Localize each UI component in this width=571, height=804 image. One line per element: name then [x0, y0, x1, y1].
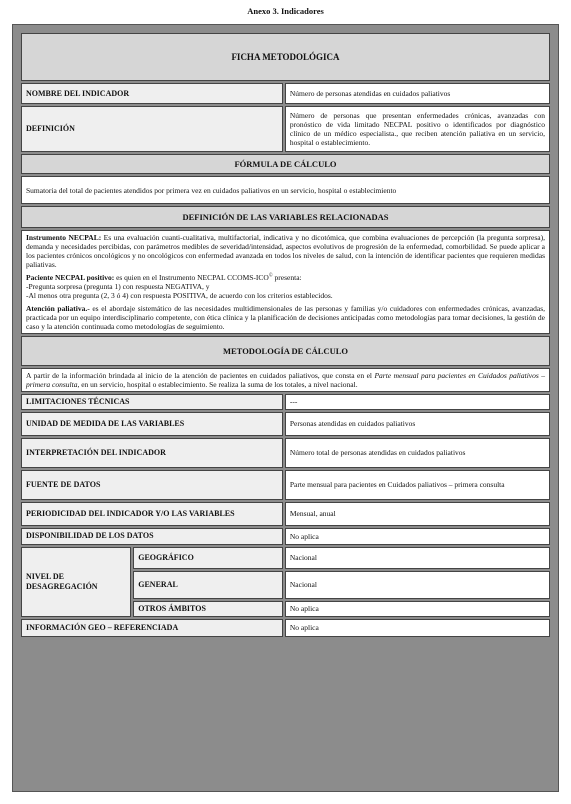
palliative-care-definition: Atención paliativa.- es el abordaje sistemático de las necesidades multidimensionales de las personas y familias y/o cuidadores con enfermedades crónicas, avanzadas, practicada por un equipo interdisciplinario competente, con ética clínica y la planificación de decisiones anticipadas como metodologías para tomar decisiones, la gestión de caso y la atención continuada como metodologías de seguimiento.: [26, 304, 545, 331]
disaggregation-geographic-value: Nacional: [285, 547, 550, 569]
technical-limitations-label: LIMITACIONES TÉCNICAS: [21, 394, 283, 410]
necpal-criterion-2: -Al menos otra pregunta (2, 3 ó 4) con respuesta POSITIVA, de acuerdo con los criterios establecidos.: [26, 291, 333, 300]
card-title: FICHA METODOLÓGICA: [21, 33, 550, 81]
annex-title: Anexo 3. Indicadores: [247, 6, 324, 16]
necpal-definition: Instrumento NECPAL: Es una evaluación cuanti-cualitativa, multifactorial, indicativa y no dicotómica, que combina evaluaciones de percepción (la pregunta sorpresa), demanda y necesidades percibidas, con parámetros medibles de severidad/intensidad, aspectos evolutivos de progresión de la enfermedad, comorbilidad. Se puede aplicar a los pacientes crónicos oncológicos y no oncológicos con enfermedad avanzada en todos los niveles de salud, con la intención de identificar pacientes que requieren medidas paliativas.: [26, 233, 545, 269]
periodicity-value: Mensual, anual: [285, 502, 550, 526]
interpretation-value: Número total de personas atendidas en cuidados paliativos: [285, 438, 550, 468]
disaggregation-general-value: Nacional: [285, 571, 550, 599]
method-title: METODOLOGÍA DE CÁLCULO: [21, 336, 550, 366]
disaggregation-general-label: GENERAL: [133, 571, 283, 599]
data-source-label: FUENTE DE DATOS: [21, 470, 283, 500]
formula-title: FÓRMULA DE CÁLCULO: [21, 154, 550, 174]
definition-value: Número de personas que presentan enfermedades crónicas, avanzadas con pronóstico de vida limitado NECPAL positivo o identificados por diagnóstico clínico de un médico especialista., que reciben atención paliativa en un servicio, hospital o establecimiento.: [285, 106, 550, 152]
methodology-table: [19, 31, 552, 639]
necpal-positive-definition: Paciente NECPAL positivo: es quien en el Instrumento NECPAL CCOMS-ICO© presenta:: [26, 273, 302, 282]
availability-label: DISPONIBILIDAD DE LOS DATOS: [21, 528, 283, 545]
georef-label: INFORMACIÓN GEO – REFERENCIADA: [21, 619, 283, 637]
disaggregation-other-label: OTROS ÁMBITOS: [133, 601, 283, 617]
data-source-value: Parte mensual para pacientes en Cuidados paliativos – primera consulta: [285, 470, 550, 500]
measure-unit-value: Personas atendidas en cuidados paliativos: [285, 412, 550, 436]
disaggregation-label: NIVEL DE DESAGREGACIÓN: [21, 547, 131, 617]
indicator-name-value: Número de personas atendidas en cuidados paliativos: [285, 83, 550, 104]
indicator-name-label: NOMBRE DEL INDICADOR: [21, 83, 283, 104]
interpretation-label: INTERPRETACIÓN DEL INDICADOR: [21, 438, 283, 468]
disaggregation-geographic-label: GEOGRÁFICO: [133, 547, 283, 569]
definition-label: DEFINICIÓN: [21, 106, 283, 152]
measure-unit-label: UNIDAD DE MEDIDA DE LAS VARIABLES: [21, 412, 283, 436]
variables-definitions: [21, 230, 550, 334]
variables-title: DEFINICIÓN DE LAS VARIABLES RELACIONADAS: [21, 206, 550, 228]
periodicity-label: PERIODICIDAD DEL INDICADOR Y/O LAS VARIABLES: [21, 502, 283, 526]
method-description: A partir de la información brindada al inicio de la atención de pacientes en cuidados paliativos, que consta en el Parte mensual para pacientes en Cuidados paliativos – primera consulta, en un servicio, hospital o establecimiento. Se realiza la suma de los totales, a nivel nacional.: [21, 368, 550, 392]
technical-limitations-value: ---: [285, 394, 550, 410]
methodology-card: [12, 24, 559, 792]
availability-value: No aplica: [285, 528, 550, 545]
disaggregation-other-value: No aplica: [285, 601, 550, 617]
necpal-criterion-1: -Pregunta sorpresa (pregunta 1) con respuesta NEGATIVA, y: [26, 282, 210, 291]
formula-value: Sumatoria del total de pacientes atendidos por primera vez en cuidados paliativos en un servicio, hospital o establecimiento: [21, 176, 550, 204]
georef-value: No aplica: [285, 619, 550, 637]
